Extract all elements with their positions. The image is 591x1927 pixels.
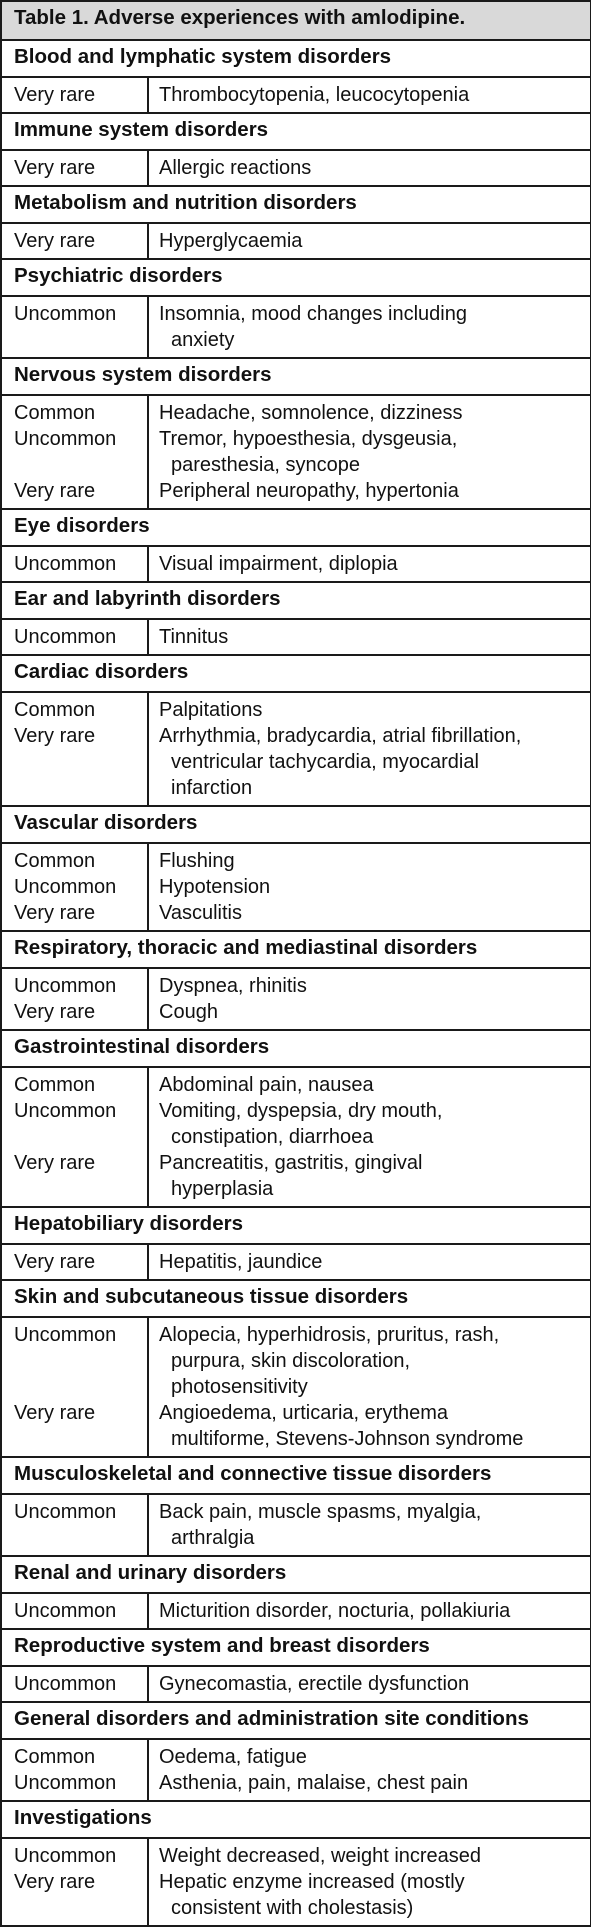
section-header-row	[1, 509, 591, 546]
events-cell	[148, 1244, 591, 1280]
section-title: Immune system disorders	[1, 113, 591, 150]
frequency-label: Very rare	[14, 1001, 96, 1023]
section-body-row	[1, 77, 591, 113]
section-body-row	[1, 843, 591, 931]
adverse-event-text: Headache, somnolence, dizziness	[159, 402, 463, 424]
events-cell	[148, 1067, 591, 1207]
section-header-row	[1, 358, 591, 395]
section-body-row	[1, 223, 591, 259]
adverse-event-text: Hepatic enzyme increased (mostly	[159, 1871, 465, 1893]
frequency-spacer	[14, 452, 141, 478]
section-body-row	[1, 546, 591, 582]
frequency-spacer	[14, 1525, 141, 1551]
frequency-label: Uncommon	[14, 1324, 117, 1346]
frequency-label: Very rare	[14, 1251, 96, 1273]
events-cell	[148, 1838, 591, 1926]
frequency-label: Uncommon	[14, 1772, 117, 1794]
adverse-event-text: ventricular tachycardia, myocardial	[171, 751, 479, 773]
section-title: Musculoskeletal and connective tissue disorders	[1, 1457, 591, 1494]
frequency-label: Uncommon	[14, 626, 117, 648]
frequency-spacer	[14, 1176, 141, 1202]
frequency-spacer	[14, 749, 141, 775]
frequency-spacer	[14, 1374, 141, 1400]
section-title: Skin and subcutaneous tissue disorders	[1, 1280, 591, 1317]
frequency-cell	[1, 1666, 148, 1702]
frequency-cell	[1, 1593, 148, 1629]
frequency-label: Very rare	[14, 902, 96, 924]
title-row	[1, 1, 591, 40]
section-body-row	[1, 1838, 591, 1926]
adverse-event-text: Abdominal pain, nausea	[159, 1074, 374, 1096]
section-title: Vascular disorders	[1, 806, 591, 843]
frequency-label: Very rare	[14, 480, 96, 502]
adverse-event-text: Micturition disorder, nocturia, pollakiuria	[159, 1600, 511, 1622]
section-body-row	[1, 1593, 591, 1629]
frequency-cell	[1, 1494, 148, 1556]
adverse-event-text: arthralgia	[171, 1527, 255, 1549]
adverse-event-text: purpura, skin discoloration,	[171, 1350, 411, 1372]
adverse-event-text: Hypotension	[159, 876, 271, 898]
frequency-cell	[1, 1317, 148, 1457]
adverse-event-text: Thrombocytopenia, leucocytopenia	[159, 84, 470, 106]
section-header-row	[1, 655, 591, 692]
section-header-row	[1, 931, 591, 968]
frequency-label: Uncommon	[14, 975, 117, 997]
adverse-event-text: Alopecia, hyperhidrosis, pruritus, rash,	[159, 1324, 500, 1346]
section-title: Ear and labyrinth disorders	[1, 582, 591, 619]
adverse-event-text: Arrhythmia, bradycardia, atrial fibrillation,	[159, 725, 522, 747]
events-cell	[148, 77, 591, 113]
frequency-label: Very rare	[14, 157, 96, 179]
frequency-cell	[1, 1067, 148, 1207]
section-body-row	[1, 150, 591, 186]
adverse-event-text: Angioedema, urticaria, erythema	[159, 1402, 449, 1424]
adverse-event-text: hyperplasia	[171, 1178, 274, 1200]
frequency-label: Very rare	[14, 1152, 96, 1174]
table-body	[1, 1, 591, 1926]
adverse-event-text: Allergic reactions	[159, 157, 312, 179]
frequency-label: Very rare	[14, 1402, 96, 1424]
section-header-row	[1, 806, 591, 843]
frequency-label: Common	[14, 1746, 96, 1768]
section-body-row	[1, 692, 591, 806]
adverse-event-text: Peripheral neuropathy, hypertonia	[159, 480, 459, 502]
adverse-event-text: Vomiting, dyspepsia, dry mouth,	[159, 1100, 443, 1122]
adverse-event-text: Oedema, fatigue	[159, 1746, 307, 1768]
adverse-event-text: Hyperglycaemia	[159, 230, 303, 252]
adverse-event-text: constipation, diarrhoea	[171, 1126, 374, 1148]
frequency-label: Uncommon	[14, 1501, 117, 1523]
adverse-event-text: Hepatitis, jaundice	[159, 1251, 323, 1273]
adverse-event-text: Insomnia, mood changes including	[159, 303, 467, 325]
section-title: Investigations	[1, 1801, 591, 1838]
adverse-event-text: Palpitations	[159, 699, 263, 721]
frequency-cell	[1, 692, 148, 806]
frequency-label: Very rare	[14, 725, 96, 747]
frequency-spacer	[14, 327, 141, 353]
section-body-row	[1, 1067, 591, 1207]
section-body-row	[1, 296, 591, 358]
section-header-row	[1, 113, 591, 150]
events-cell	[148, 223, 591, 259]
section-title: Cardiac disorders	[1, 655, 591, 692]
events-cell	[148, 1666, 591, 1702]
section-title: General disorders and administration site conditions	[1, 1702, 591, 1739]
section-header-row	[1, 1702, 591, 1739]
events-cell	[148, 150, 591, 186]
events-cell	[148, 1739, 591, 1801]
adverse-event-text: Asthenia, pain, malaise, chest pain	[159, 1772, 469, 1794]
adverse-event-text: Dyspnea, rhinitis	[159, 975, 307, 997]
frequency-label: Uncommon	[14, 303, 117, 325]
section-title: Nervous system disorders	[1, 358, 591, 395]
frequency-cell	[1, 223, 148, 259]
frequency-cell	[1, 395, 148, 509]
frequency-label: Uncommon	[14, 553, 117, 575]
adverse-event-text: Tinnitus	[159, 626, 229, 648]
events-cell	[148, 968, 591, 1030]
frequency-label: Uncommon	[14, 1673, 117, 1695]
section-header-row	[1, 1556, 591, 1593]
section-header-row	[1, 186, 591, 223]
frequency-label: Very rare	[14, 84, 96, 106]
frequency-cell	[1, 1244, 148, 1280]
adverse-event-text: Cough	[159, 1001, 218, 1023]
events-cell	[148, 1494, 591, 1556]
adverse-event-text: anxiety	[171, 329, 235, 351]
frequency-spacer	[14, 775, 141, 801]
events-cell	[148, 619, 591, 655]
frequency-spacer	[14, 1348, 141, 1374]
section-title: Blood and lymphatic system disorders	[1, 40, 591, 77]
section-header-row	[1, 1207, 591, 1244]
section-header-row	[1, 1030, 591, 1067]
section-body-row	[1, 619, 591, 655]
adverse-event-text: Gynecomastia, erectile dysfunction	[159, 1673, 470, 1695]
section-title: Psychiatric disorders	[1, 259, 591, 296]
frequency-label: Uncommon	[14, 428, 117, 450]
frequency-cell	[1, 619, 148, 655]
adverse-event-text: Back pain, muscle spasms, myalgia,	[159, 1501, 482, 1523]
events-cell	[148, 843, 591, 931]
section-header-row	[1, 259, 591, 296]
section-header-row	[1, 40, 591, 77]
frequency-label: Common	[14, 850, 96, 872]
events-cell	[148, 296, 591, 358]
frequency-label: Uncommon	[14, 876, 117, 898]
section-header-row	[1, 1629, 591, 1666]
section-header-row	[1, 582, 591, 619]
frequency-label: Very rare	[14, 230, 96, 252]
section-body-row	[1, 1666, 591, 1702]
frequency-spacer	[14, 1124, 141, 1150]
section-title: Eye disorders	[1, 509, 591, 546]
frequency-label: Uncommon	[14, 1600, 117, 1622]
section-title: Respiratory, thoracic and mediastinal disorders	[1, 931, 591, 968]
frequency-label: Very rare	[14, 1871, 96, 1893]
adverse-event-text: Weight decreased, weight increased	[159, 1845, 482, 1867]
frequency-cell	[1, 1838, 148, 1926]
frequency-cell	[1, 546, 148, 582]
section-header-row	[1, 1801, 591, 1838]
frequency-cell	[1, 296, 148, 358]
section-body-row	[1, 1494, 591, 1556]
frequency-label: Common	[14, 699, 96, 721]
adverse-event-text: paresthesia, syncope	[171, 454, 361, 476]
section-body-row	[1, 1739, 591, 1801]
frequency-label: Common	[14, 402, 96, 424]
section-header-row	[1, 1280, 591, 1317]
events-cell	[148, 395, 591, 509]
frequency-label: Common	[14, 1074, 96, 1096]
section-body-row	[1, 1317, 591, 1457]
adverse-event-text: Visual impairment, diplopia	[159, 553, 398, 575]
adverse-event-text: Vasculitis	[159, 902, 242, 924]
section-title: Metabolism and nutrition disorders	[1, 186, 591, 223]
frequency-label: Uncommon	[14, 1100, 117, 1122]
adverse-event-text: consistent with cholestasis)	[171, 1897, 414, 1919]
frequency-label: Uncommon	[14, 1845, 117, 1867]
frequency-cell	[1, 1739, 148, 1801]
section-header-row	[1, 1457, 591, 1494]
frequency-cell	[1, 77, 148, 113]
frequency-spacer	[14, 1895, 141, 1921]
frequency-cell	[1, 843, 148, 931]
adverse-event-text: Tremor, hypoesthesia, dysgeusia,	[159, 428, 458, 450]
events-cell	[148, 1593, 591, 1629]
events-cell	[148, 1317, 591, 1457]
table-title: Table 1. Adverse experiences with amlodipine.	[1, 1, 591, 40]
adverse-event-text: infarction	[171, 777, 253, 799]
section-title: Hepatobiliary disorders	[1, 1207, 591, 1244]
section-body-row	[1, 1244, 591, 1280]
section-body-row	[1, 395, 591, 509]
frequency-spacer	[14, 1426, 141, 1452]
adverse-event-text: Pancreatitis, gastritis, gingival	[159, 1152, 423, 1174]
section-title: Reproductive system and breast disorders	[1, 1629, 591, 1666]
section-title: Renal and urinary disorders	[1, 1556, 591, 1593]
adverse-event-text: photosensitivity	[171, 1376, 308, 1398]
frequency-cell	[1, 968, 148, 1030]
events-cell	[148, 546, 591, 582]
adverse-event-text: Flushing	[159, 850, 235, 872]
events-cell	[148, 692, 591, 806]
frequency-cell	[1, 150, 148, 186]
adverse-event-text: multiforme, Stevens-Johnson syndrome	[171, 1428, 524, 1450]
section-title: Gastrointestinal disorders	[1, 1030, 591, 1067]
section-body-row	[1, 968, 591, 1030]
